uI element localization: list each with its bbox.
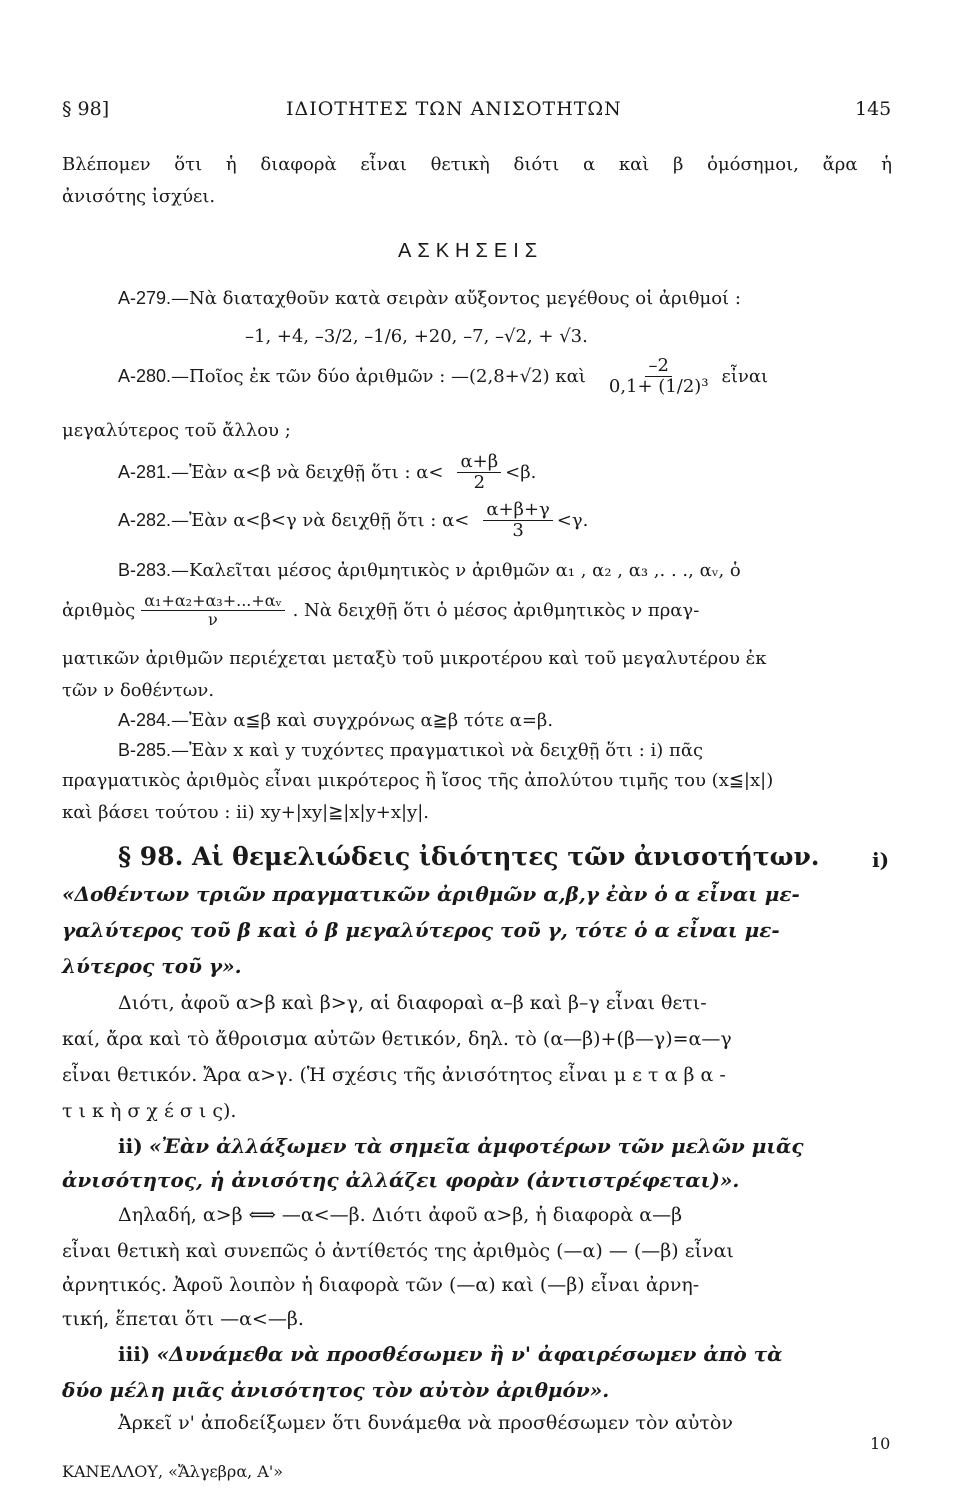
exercise-text: —Καλεῖται μέσος ἀριθμητικὸς ν ἀριθμῶν α₁ , α₂ , α₃ ,. . ., αᵥ, ὁ [171, 560, 741, 581]
fraction [457, 452, 501, 493]
fraction-numerator: α+β+γ [483, 500, 552, 521]
fraction-numerator: –2 [645, 356, 671, 377]
exercise-280-line2: μεγαλύτερος τοῦ ἄλλου ; [62, 420, 291, 441]
paragraph-line: Διότι, ἀφοῦ α>β καὶ β>γ, αἱ διαφοραὶ α–β καὶ β–γ εἶναι θετι- [118, 992, 707, 1014]
exercise-text-tail: <γ. [556, 509, 589, 531]
header-title: ΙΔΙΟΤΗΤΕΣ ΤΩΝ ΑΝΙΣΟΤΗΤΩΝ [286, 98, 622, 120]
exercise-279-numbers: –1, +4, –3/2, –1/6, +20, –7, –√2, + √3. [245, 326, 588, 347]
exercise-label: Α-282. [118, 509, 172, 530]
property-ii-label: ii) [118, 1134, 143, 1158]
intro-line: Βλέπομεν ὅτι ἡ διαφορὰ εἶναι θετικὴ διότι α καὶ β ὁμόσημοι, ἄρα ἡ [62, 154, 892, 175]
exercise-text: —Ἐὰν x καὶ y τυχόντες πραγματικοὶ νὰ δειχθῇ ὅτι : i) πᾶς [171, 740, 704, 761]
fraction-denominator: 3 [512, 519, 524, 541]
paragraph-line: Ἀρκεῖ ν' ἀποδείξωμεν ὅτι δυνάμεθα νὰ προσθέσωμεν τὸν αὐτὸν [118, 1412, 733, 1434]
exercises-heading: ΑΣΚΗΣΕΙΣ [398, 240, 544, 262]
exercise-text: —Ἐὰν α<β νὰ δειχθῇ ὅτι : α< [171, 461, 444, 483]
exercise-285 [118, 740, 703, 761]
paragraph-line: τική, ἕπεται ὅτι —α<—β. [62, 1308, 304, 1330]
paragraph-line: καί, ἄρα καὶ τὸ ἄθροισμα αὐτῶν θετικόν, δηλ. τὸ (α—β)+(β—γ)=α—γ [62, 1028, 732, 1050]
exercise-285-line3: καὶ βάσει τούτου : ii) xy+|xy|≧|x|y+x|y|. [62, 802, 430, 823]
exercise-label: Α-280. [118, 365, 172, 386]
fraction-numerator: α+β [457, 452, 501, 473]
fraction-denominator: 0,1+ (1/2)³ [608, 375, 709, 397]
exercise-283 [118, 560, 741, 581]
fraction-denominator: ν [208, 609, 218, 629]
header-section-ref: § 98] [62, 98, 110, 120]
exercise-283-line2 [62, 592, 699, 628]
property-iii-statement: δύο μέλη μιᾶς ἀνισότητος τὸν αὐτὸν ἀριθμόν». [62, 1378, 610, 1402]
fraction [483, 500, 552, 541]
property-ii-statement: ἀνισότητος, ἡ ἀνισότης ἀλλάζει φορὰν (ἀντιστρέφεται)». [62, 1168, 740, 1192]
exercise-label: Α-279. [118, 288, 172, 308]
exercise-text: ἀριθμὸς [62, 599, 136, 621]
exercise-text-tail: <β. [505, 461, 537, 483]
property-i-label: i) [872, 848, 890, 872]
paragraph-line: εἶναι θετικόν. Ἄρα α>γ. (Ἡ σχέσις τῆς ἀνισότητος εἶναι μ ε τ α β α - [62, 1064, 726, 1086]
property-i-statement: λύτερος τοῦ γ». [62, 954, 242, 978]
exercise-285-line2: πραγματικὸς ἀριθμὸς εἶναι μικρότερος ἢ ἴσος τῆς ἀπολύτου τιμῆς του (x≦|x|) [62, 770, 774, 791]
exercise-text: —Νὰ διαταχθοῦν κατὰ σειρὰν αὔξοντος μεγέθους οἱ ἀριθμοί : [171, 288, 741, 309]
exercise-text: —Ἐὰν α≦β καὶ συγχρόνως α≧β τότε α=β. [171, 710, 554, 731]
fraction-denominator: 2 [473, 471, 486, 493]
paragraph-line: τ ι κ ὴ σ χ έ σ ι ς). [62, 1100, 237, 1122]
property-iii-statement: «Δυνάμεθα νὰ προσθέσωμεν ἢ ν' ἀφαιρέσωμεν ἀπὸ τὰ [156, 1342, 783, 1366]
exercise-text: —Ποῖος ἐκ τῶν δύο ἀριθμῶν : —(2,8+√2) καὶ [171, 365, 586, 387]
exercise-label: Β-285. [118, 740, 172, 760]
property-i-statement: «Δοθέντων τριῶν πραγματικῶν ἀριθμῶν α,β,γ ἐὰν ὁ α εἶναι με- [62, 882, 800, 906]
exercise-text: —Ἐὰν α<β<γ νὰ δειχθῇ ὅτι : α< [171, 509, 470, 531]
fraction [141, 592, 284, 628]
paragraph-line: εἶναι θετικὴ καὶ συνεπῶς ὁ ἀντίθετός της ἀριθμὸς (—α) — (—β) εἶναι [62, 1240, 734, 1262]
exercise-text: . Νὰ δειχθῇ ὅτι ὁ μέσος ἀριθμητικὸς ν πραγ- [292, 599, 700, 621]
exercise-284 [118, 710, 553, 731]
exercise-label: Β-283. [118, 560, 172, 580]
exercise-label: Α-281. [118, 461, 172, 482]
footer-book-title: ΚΑΝΕΛΛΟΥ, «Ἄλγεβρα, Α'» [62, 1462, 284, 1481]
intro-line: ἀνισότης ἰσχύει. [62, 186, 216, 207]
exercise-283-line4: τῶν ν δοθέντων. [62, 680, 215, 701]
header-page-number: 145 [855, 98, 892, 120]
property-i-statement: γαλύτερος τοῦ β καὶ ὁ β μεγαλύτερος τοῦ γ, τότε ὁ α εἶναι με- [62, 918, 780, 942]
fraction-numerator: α₁+α₂+α₃+...+αᵥ [141, 592, 284, 611]
exercise-281 [118, 452, 536, 493]
exercise-text-tail: εἶναι [721, 365, 769, 387]
property-ii [118, 1134, 804, 1158]
property-iii [118, 1342, 783, 1366]
fraction [606, 356, 712, 397]
property-ii-statement: «Ἐὰν ἀλλάξωμεν τὰ σημεῖα ἀμφοτέρων τῶν μελῶν μιᾶς [149, 1134, 804, 1158]
signature-number: 10 [870, 1434, 891, 1453]
property-iii-label: iii) [118, 1342, 151, 1366]
exercise-280 [118, 356, 768, 397]
section-98-heading: § 98. Αἱ θεμελιώδεις ἰδιότητες τῶν ἀνισοτήτων. [118, 842, 820, 871]
exercise-label: Α-284. [118, 710, 172, 730]
paragraph-line: ἀρνητικός. Ἀφοῦ λοιπὸν ἡ διαφορὰ τῶν (—α) καὶ (—β) εἶναι ἀρνη- [62, 1274, 700, 1296]
paragraph-line: Δηλαδή, α>β ⟺ —α<—β. Διότι ἀφοῦ α>β, ἡ διαφορὰ α—β [118, 1204, 683, 1226]
exercise-283-line3: ματικῶν ἀριθμῶν περιέχεται μεταξὺ τοῦ μικροτέρου καὶ τοῦ μεγαλυτέρου ἐκ [62, 648, 767, 669]
exercise-279 [118, 288, 741, 309]
exercise-282 [118, 500, 588, 541]
